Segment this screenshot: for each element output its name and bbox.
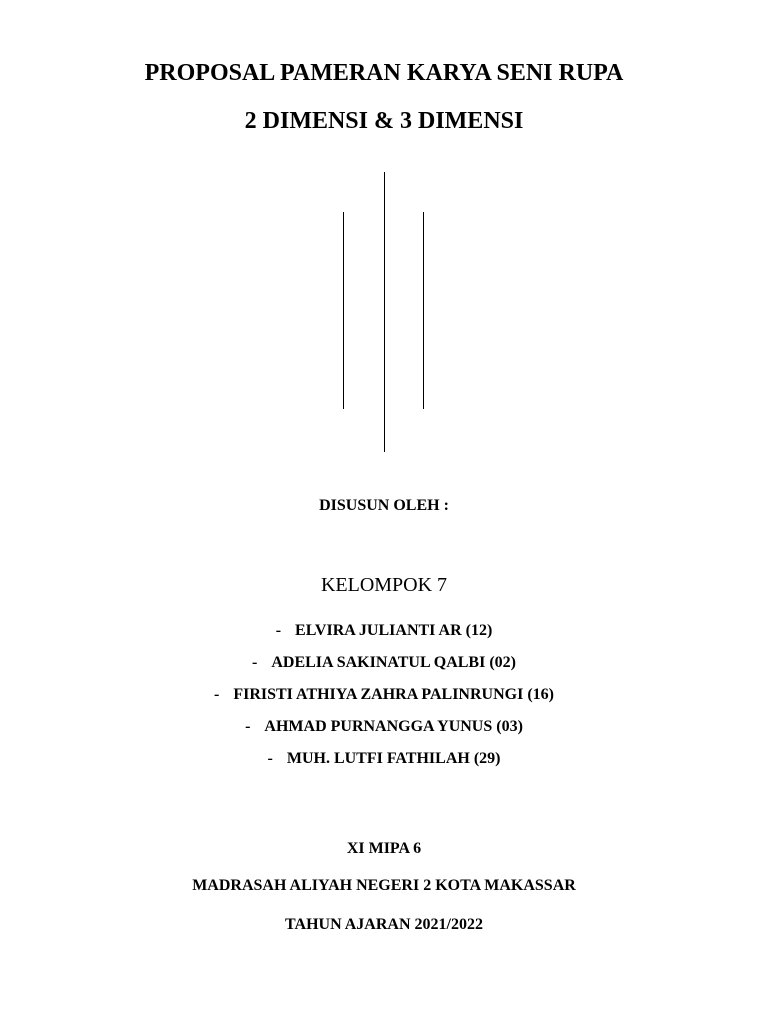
decorative-vertical-line-right <box>423 212 424 409</box>
document-title-line-2: 2 DIMENSI & 3 DIMENSI <box>244 108 524 134</box>
decorative-vertical-line-center <box>384 172 385 452</box>
member-name: ELVIRA JULIANTI AR (12) <box>295 622 493 639</box>
member-bullet: - <box>267 750 273 767</box>
member-list-item <box>0 686 768 704</box>
member-name: ADELIA SAKINATUL QALBI (02) <box>271 654 516 671</box>
school-year: TAHUN AJARAN 2021/2022 <box>285 916 483 933</box>
member-name: FIRISTI ATHIYA ZAHRA PALINRUNGI (16) <box>233 686 554 703</box>
member-bullet: - <box>275 622 282 639</box>
group-name: KELOMPOK 7 <box>320 574 448 596</box>
member-bullet: - <box>214 686 220 703</box>
decorative-vertical-line-left <box>343 212 344 409</box>
member-bullet: - <box>245 718 251 735</box>
school-name: MADRASAH ALIYAH NEGERI 2 KOTA MAKASSAR <box>192 877 576 894</box>
member-bullet: - <box>252 654 258 671</box>
member-list-item <box>0 750 768 768</box>
member-name: AHMAD PURNANGGA YUNUS (03) <box>264 718 523 735</box>
document-title-line-1: PROPOSAL PAMERAN KARYA SENI RUPA <box>144 60 624 86</box>
prepared-by-label: DISUSUN OLEH : <box>319 497 449 514</box>
member-list-item <box>0 718 768 736</box>
member-list-item <box>0 622 768 640</box>
member-list-item <box>0 654 768 672</box>
member-name: MUH. LUTFI FATHILAH (29) <box>286 750 501 767</box>
class-name: XI MIPA 6 <box>346 840 422 857</box>
